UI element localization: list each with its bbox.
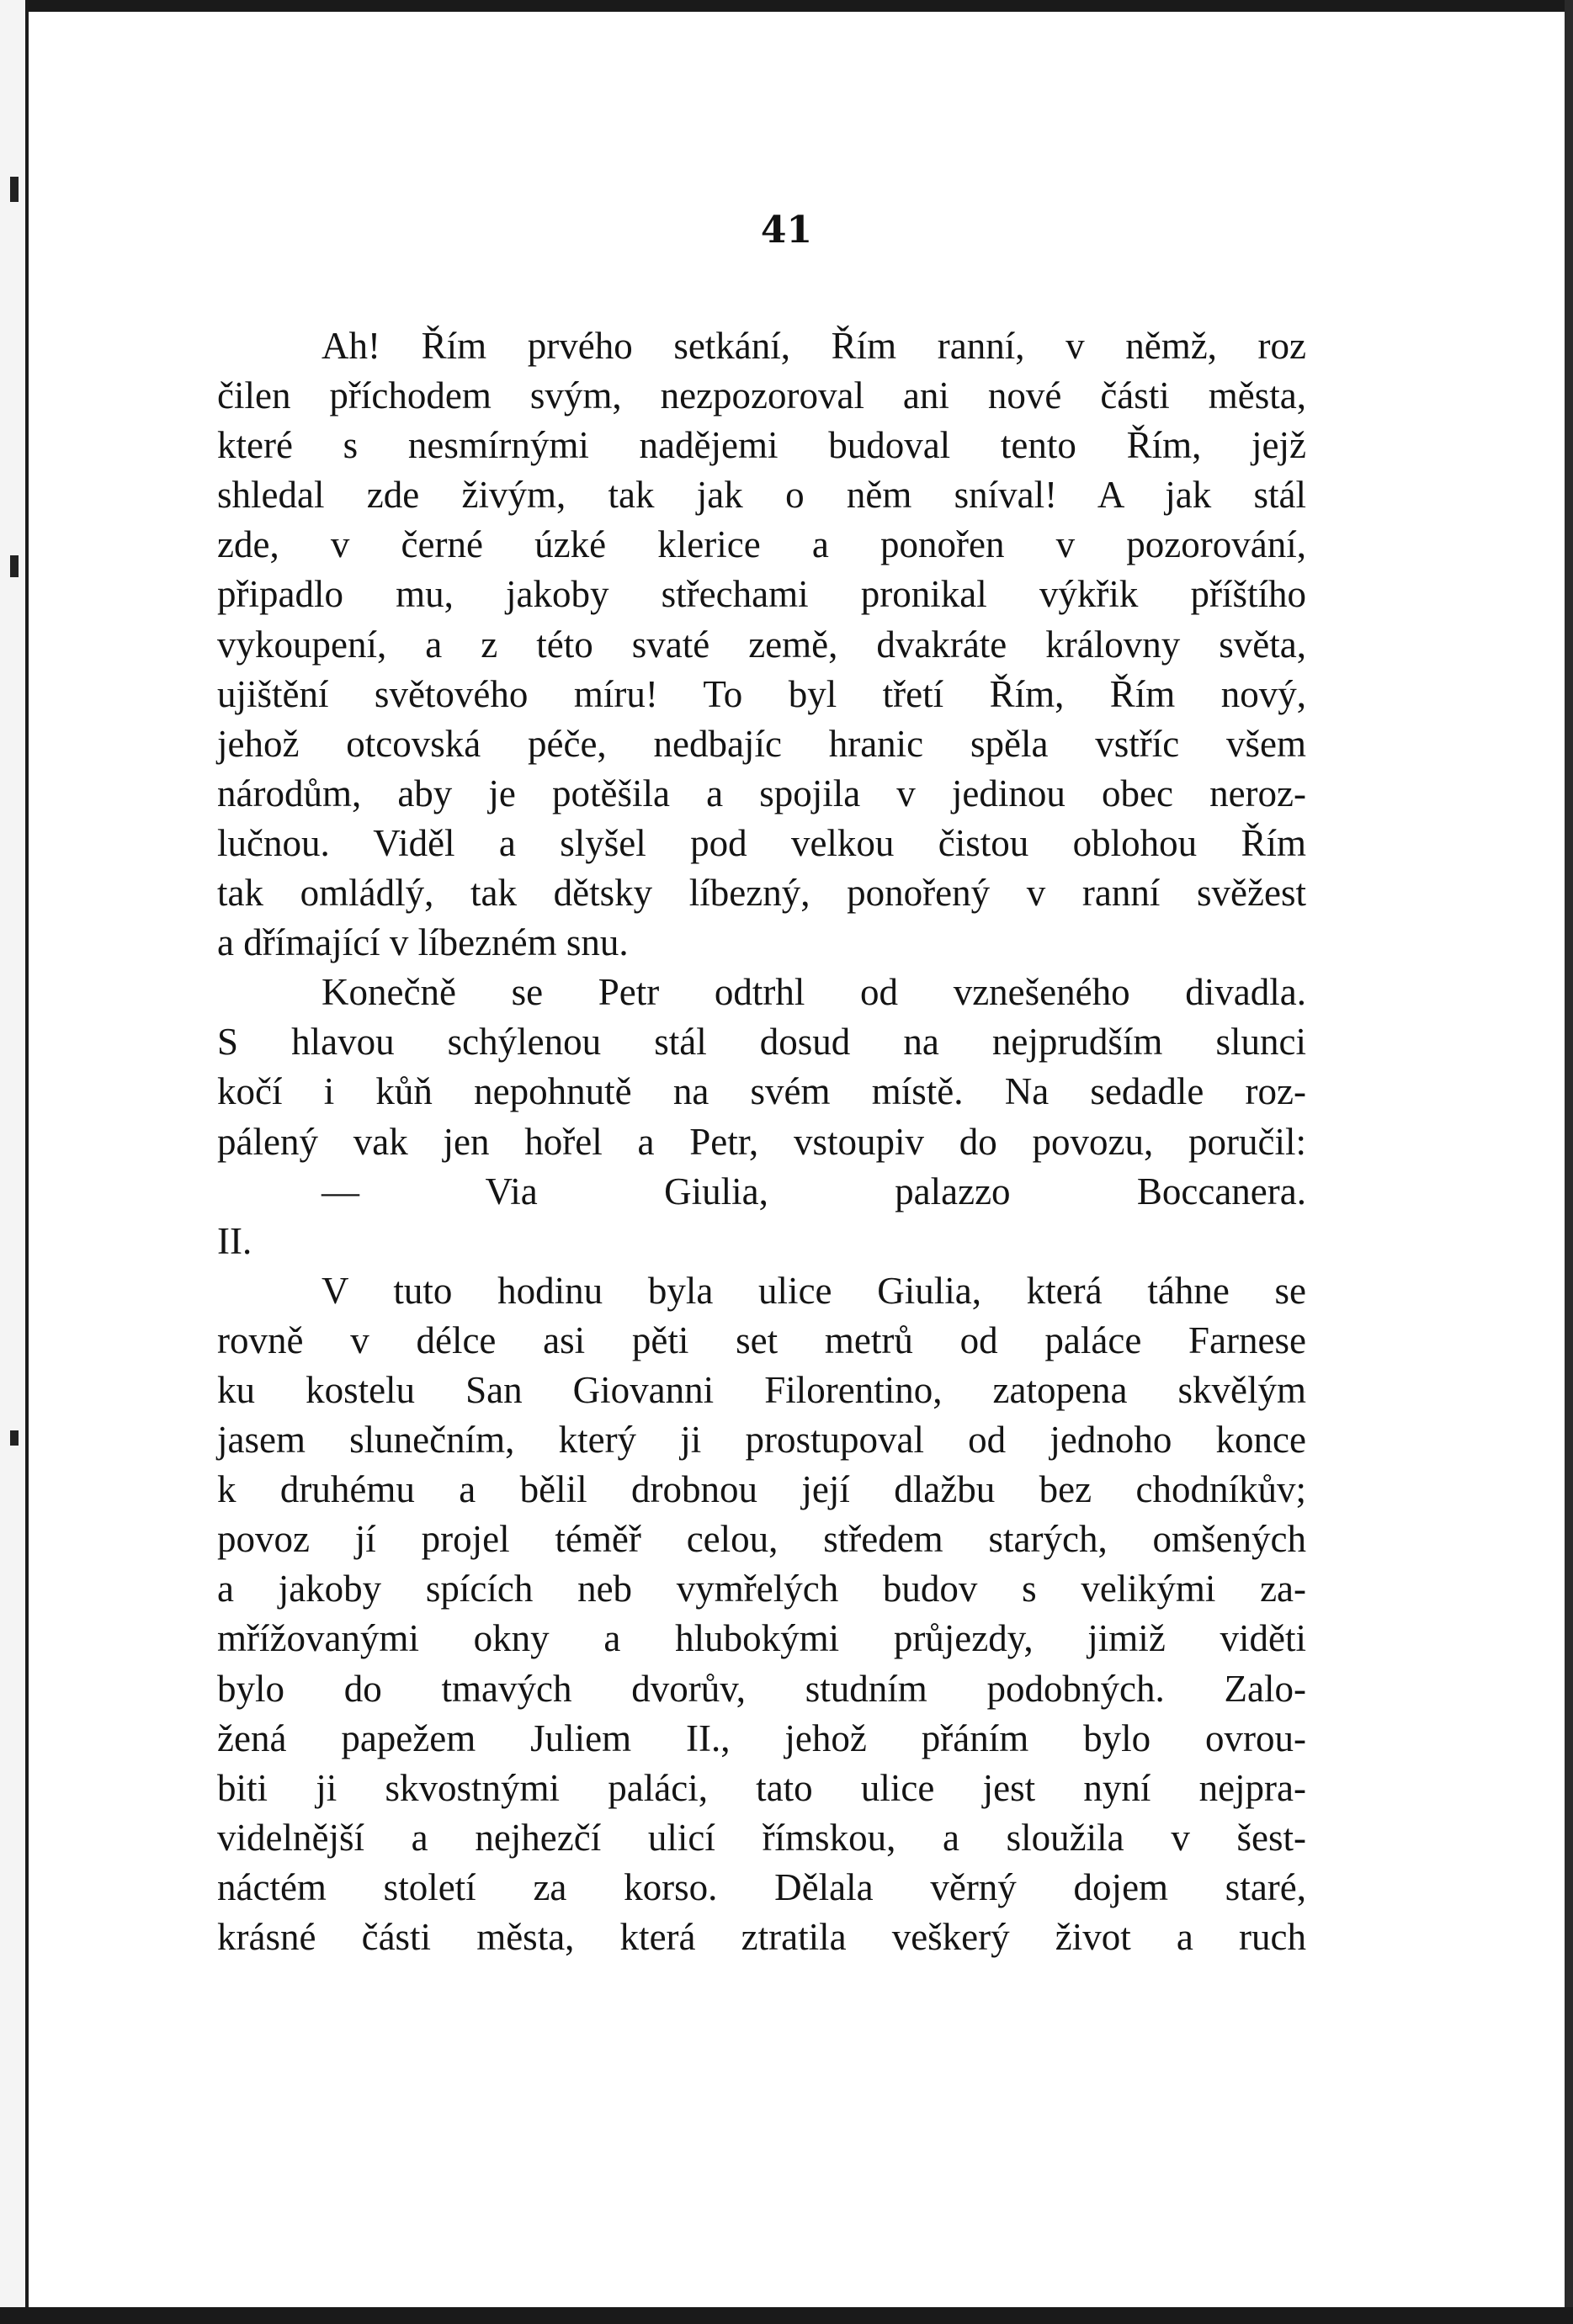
page-number: 41 xyxy=(760,209,813,252)
chapter-heading: II. xyxy=(217,1219,252,1262)
paragraph-2 xyxy=(217,968,1306,1166)
text-line: vykoupení, a z této svaté země, dvakráte královny světa, xyxy=(217,623,1306,666)
text-line: čilen příchodem svým, nezpozoroval ani nové části města, xyxy=(217,374,1306,417)
text-line: mřížovanými okny a hlubokými průjezdy, jimiž viděti xyxy=(217,1617,1306,1660)
paragraph-1 xyxy=(217,321,1306,968)
dialogue-line: — Via Giulia, palazzo Boccanera. xyxy=(322,1170,1306,1212)
text-line: kočí i kůň nepohnutě na svém místě. Na sedadle roz- xyxy=(217,1070,1306,1113)
scan-bottom-edge xyxy=(0,2307,1573,2324)
text-line: rovně v délce asi pěti set metrů od paláce Farnese xyxy=(217,1319,1306,1361)
text-line: tak omládlý, tak dětsky líbezný, ponořený v ranní svěžest xyxy=(217,872,1306,915)
text-line: Konečně se Petr odtrhl od vznešeného divadla. xyxy=(322,971,1306,1014)
text-line: shledal zde živým, tak jak o něm sníval! A jak stál xyxy=(217,474,1306,517)
text-line: a dřímající v líbezném snu. xyxy=(217,921,629,964)
text-line: žená papežem Juliem II., jehož přáním bylo ovrou- xyxy=(217,1716,1306,1759)
paragraph-3 xyxy=(217,1266,1306,1962)
text-line: připadlo mu, jakoby střechami pronikal výkřik příštího xyxy=(217,573,1306,616)
scan-right-edge xyxy=(1565,0,1573,2324)
scan-binding-edge xyxy=(0,0,29,2324)
body-text xyxy=(217,321,1306,1962)
text-line: povoz jí projel téměř celou, středem starých, omšených xyxy=(217,1518,1306,1561)
scan-top-edge xyxy=(0,0,1573,12)
text-line: ku kostelu San Giovanni Filorentino, zatopena skvělým xyxy=(217,1368,1306,1411)
text-line: a jakoby spících neb vymřelých budov s velikými za- xyxy=(217,1568,1306,1610)
text-line: k druhému a bělil drobnou její dlažbu bez chodníkův; xyxy=(217,1468,1306,1511)
text-line: národům, aby je potěšila a spojila v jedinou obec neroz- xyxy=(217,772,1306,814)
text-line: zde, v černé úzké klerice a ponořen v pozorování, xyxy=(217,523,1306,566)
text-line: pálený vak jen hořel a Petr, vstoupiv do povozu, poručil: xyxy=(217,1120,1306,1163)
text-line: biti ji skvostnými paláci, tato ulice jest nyní nejpra- xyxy=(217,1766,1306,1809)
text-line: ujištění světového míru! To byl třetí Řím, Řím nový, xyxy=(217,672,1306,715)
text-line: lučnou. Viděl a slyšel pod velkou čistou oblohou Řím xyxy=(217,821,1306,864)
text-line: S hlavou schýlenou stál dosud na nejprudším slunci xyxy=(217,1021,1306,1064)
text-line: Ah! Řím prvého setkání, Řím ranní, v němž, roz xyxy=(322,325,1306,367)
text-line: jasem slunečním, který ji prostupoval od jednoho konce xyxy=(217,1419,1306,1462)
text-line: jehož otcovská péče, nedbajíc hranic spěla vstříc všem xyxy=(217,722,1306,765)
text-line: krásné části města, která ztratila veškerý život a ruch xyxy=(217,1916,1306,1958)
text-line: které s nesmírnými nadějemi budoval tento Řím, jejž xyxy=(217,424,1306,467)
text-line: bylo do tmavých dvorův, studním podobných. Zalo- xyxy=(217,1667,1306,1710)
text-line: náctém století za korso. Dělala věrný dojem staré, xyxy=(217,1865,1306,1908)
text-line: videlnější a nejhezčí ulicí římskou, a sloužila v šest- xyxy=(217,1816,1306,1859)
text-line: V tuto hodinu byla ulice Giulia, která táhne se xyxy=(322,1269,1306,1312)
